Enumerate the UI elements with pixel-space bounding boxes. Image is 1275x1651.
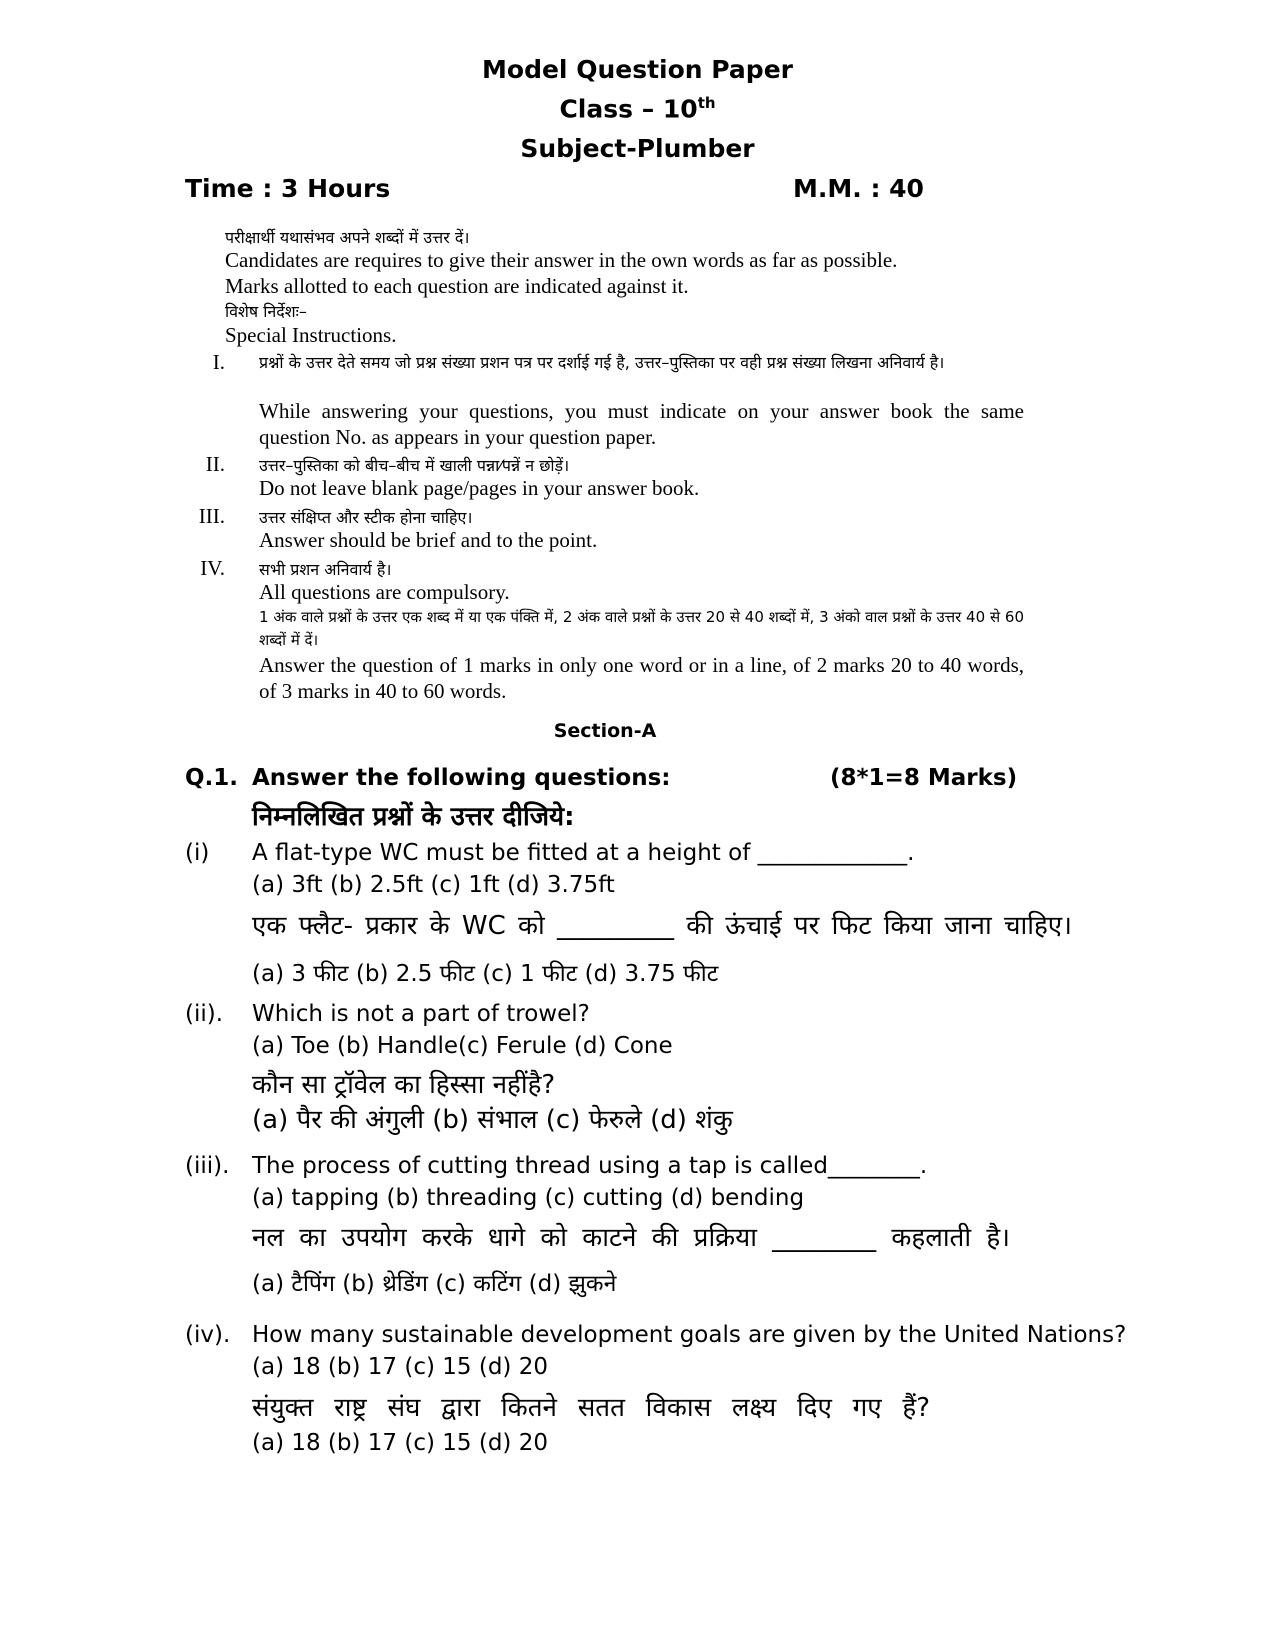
sub-question-number: (iv).: [185, 1322, 231, 1348]
sub-question-options: (a) 18 (b) 17 (c) 15 (d) 20: [252, 1354, 548, 1380]
question-number: Q.1.: [185, 765, 239, 791]
instruction-2-en: Do not leave blank page/pages in your answer book.: [259, 476, 700, 500]
special-instructions-hi: विशेष निर्देशः–: [225, 302, 307, 321]
paper-title: Model Question Paper: [482, 55, 793, 84]
instruction-2-hi: उत्तर–पुस्तिका को बीच–बीच में खाली पन्ना⁄पन्नें न छोड़ें।: [259, 456, 570, 475]
instruction-3-en: Answer should be brief and to the point.: [259, 528, 598, 552]
instruction-hi-own-words: परीक्षार्थी यथासंभव अपने शब्दों में उत्तर दें।: [225, 228, 470, 247]
sub-question-options: (a) tapping (b) threading (c) cutting (d) bending: [252, 1185, 805, 1211]
sub-question-options-hi: (a) 3 फीट (b) 2.5 फीट (c) 1 फीट (d) 3.75 फीट: [252, 961, 719, 987]
sub-question-text-hi: संयुक्त राष्ट्र संघ द्वारा कितने सतत विकास लक्ष्य दिए गए हैं?: [252, 1393, 930, 1423]
instruction-4-en-word-limits: Answer the question of 1 marks in only one word or in a line, of 2 marks 20 to 40 words, of 3 marks in 40 to 60 words.: [259, 653, 1024, 703]
sub-question-text-hi: नल का उपयोग करके धागे को काटने की प्रक्रिया ________ कहलाती है।: [252, 1223, 1010, 1253]
question-heading-hi: निम्नलिखित प्रश्नों के उत्तर दीजिये:: [252, 802, 575, 832]
class-superscript: th: [697, 94, 716, 112]
instruction-3-hi: उत्तर संक्षिप्त और स्टीक होना चाहिए।: [259, 508, 473, 527]
sub-question-options-hi: (a) पैर की अंगुली (b) संभाल (c) फेरुले (d) शंकु: [252, 1105, 733, 1135]
sub-question-text-hi: एक फ्लैट- प्रकार के WC को _________ की ऊंचाई पर फिट किया जाना चाहिए।: [252, 911, 1072, 941]
question-marks: (8*1=8 Marks): [830, 765, 1018, 791]
instruction-en-own-words: Candidates are requires to give their answer in the own words as far as possible.: [225, 248, 898, 272]
instruction-4-hi-word-limits: 1 अंक वाले प्रश्नों के उत्तर एक शब्द में या एक पंक्ति में, 2 अंक वाले प्रश्नों के उत्तर 20 से 40 शब्दों में, 3 अंको वाल प्रश्नों के उत्तर 40 से 60 शब्दों में दें।: [259, 608, 1024, 649]
sub-question-number: (iii).: [185, 1153, 230, 1179]
instruction-number: III.: [198, 504, 225, 528]
sub-question-number: (i): [185, 840, 210, 866]
time-allowed: Time : 3 Hours: [185, 174, 391, 203]
class-line: [0, 94, 1275, 123]
sub-question-options: (a) 3ft (b) 2.5ft (c) 1ft (d) 3.75ft: [252, 872, 615, 898]
instruction-4-hi: सभी प्रशन अनिवार्य है।: [259, 560, 392, 579]
sub-question-text: Which is not a part of trowel?: [252, 1001, 590, 1027]
sub-question-text: The process of cutting thread using a tap is called________.: [252, 1153, 928, 1179]
instruction-number: I.: [212, 350, 225, 374]
instruction-number: IV.: [200, 556, 225, 580]
sub-question-options: (a) Toe (b) Handle(c) Ferule (d) Cone: [252, 1033, 673, 1059]
sub-question-text-hi: कौन सा ट्रॉवेल का हिस्सा नहींहै?: [252, 1070, 556, 1100]
sub-question-options-hi: (a) टैपिंग (b) थ्रेडिंग (c) कटिंग (d) झुकने: [252, 1271, 617, 1297]
class-label: Class – 10: [559, 94, 698, 124]
sub-question-text: A flat-type WC must be fitted at a height of _____________.: [252, 840, 915, 866]
subject-line: Subject-Plumber: [520, 134, 755, 163]
instruction-1-en: While answering your questions, you must indicate on your answer book the same question No. as appears in your question paper.: [259, 399, 1024, 449]
instruction-number: II.: [205, 452, 225, 476]
question-heading: Answer the following questions:: [252, 765, 671, 791]
special-instructions-en: Special Instructions.: [225, 323, 397, 347]
max-marks: M.M. : 40: [793, 174, 924, 203]
section-heading: Section-A: [553, 720, 657, 742]
instruction-en-marks: Marks allotted to each question are indicated against it.: [225, 274, 689, 298]
sub-question-number: (ii).: [185, 1001, 224, 1027]
sub-question-options-hi: (a) 18 (b) 17 (c) 15 (d) 20: [252, 1430, 548, 1456]
instruction-1-hi: प्रश्नों के उत्तर देते समय जो प्रश्न संख्या प्रशन पत्र पर दर्शाई गई है, उत्तर–पुस्तिका पर वही प्रश्न संख्या लिखना अनिवार्य है।: [259, 353, 945, 372]
sub-question-text: How many sustainable development goals are given by the United Nations?: [252, 1322, 1127, 1348]
instruction-4-en: All questions are compulsory.: [259, 580, 510, 604]
